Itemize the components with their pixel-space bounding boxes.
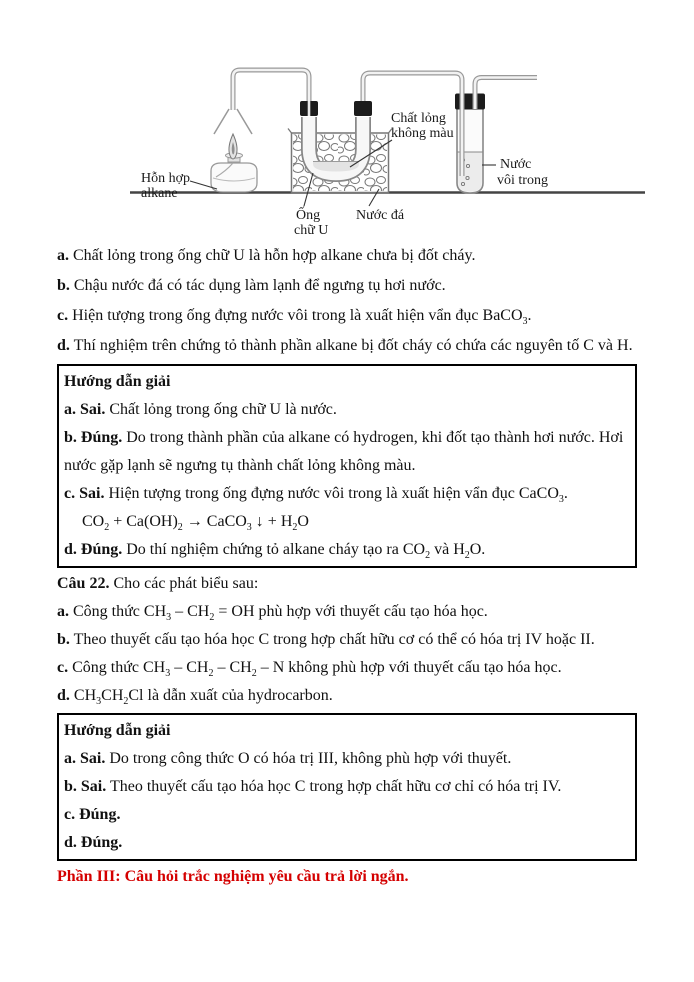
- solution2-c: c. Đúng.: [64, 806, 121, 823]
- statement-b: b. Chậu nước đá có tác dụng làm lạnh để ngưng tụ hơi nước.: [57, 277, 446, 294]
- solution-box-1: [57, 364, 637, 568]
- solution1-c: c. Sai. Hiện tượng trong ống đựng nước vôi trong là xuất hiện vẩn đục CaCO$_3$.: [64, 485, 568, 506]
- label-colorless-liquid-2: không màu: [391, 126, 454, 141]
- label-limewater: Nước: [500, 157, 532, 172]
- label-u-tube-2: chữ U: [294, 223, 329, 238]
- label-alkane-mixture: Hỗn hợp: [141, 171, 191, 186]
- solution1-a: a. Sai. Chất lỏng trong ống chữ U là nước.: [64, 401, 337, 418]
- solution2-b: b. Sai. Theo thuyết cấu tạo hóa học C trong hợp chất hữu cơ chỉ có hóa trị IV.: [64, 778, 562, 795]
- solution1-d: d. Đúng. Do thí nghiệm chứng tỏ alkane cháy tạo ra $CO_2$ và $H_2O$.: [64, 541, 486, 562]
- statement-a: a. Chất lỏng trong ống chữ U là hỗn hợp alkane chưa bị đốt cháy.: [57, 247, 476, 264]
- solution2-d: d. Đúng.: [64, 834, 123, 851]
- solution2-a: a. Sai. Do trong công thức O có hóa trị III, không phù hợp với thuyết.: [64, 750, 512, 767]
- collection-funnel: [214, 109, 252, 134]
- spirit-lamp: [211, 134, 257, 192]
- solution2-title: Hướng dẫn giải: [64, 722, 171, 739]
- statement-c: c. Hiện tượng trong ống đựng nước vôi trong là xuất hiện vẩn đục BaCO$_3$.: [57, 307, 532, 328]
- equation-co2-limewater: $CO_2 + Ca(OH)_2$ → CaCO$_3$ ↓ + $H_2O$: [82, 513, 309, 534]
- solution1-title: Hướng dẫn giải: [64, 373, 171, 390]
- cau22-c: c. Công thức $CH_3 - CH_2 - CH_2$ – N không phù hợp với thuyết cấu tạo hóa học.: [57, 659, 562, 680]
- label-colorless-liquid: Chất lỏng: [391, 111, 446, 126]
- content-column: [57, 241, 637, 889]
- label-alkane-mixture-2: alkane: [141, 186, 178, 201]
- cau22-a: a. Công thức $CH_3 - CH_2$ = OH phù hợp với thuyết cấu tạo hóa học.: [57, 603, 488, 624]
- statement-d: d. Thí nghiệm trên chứng tỏ thành phần alkane bị đốt cháy có chứa các nguyên tố C và H.: [57, 337, 633, 354]
- label-u-tube: Ống: [296, 208, 321, 223]
- cau22-d: d. $CH_3CH_2Cl$ là dẫn xuất của hydrocarbon.: [57, 687, 333, 708]
- connecting-tube-left: [233, 70, 309, 110]
- part3-heading: Phần III: Câu hỏi trắc nghiệm yêu cầu trả lời ngắn.: [57, 868, 409, 885]
- solution1-b: b. Đúng. Do trong thành phần của alkane có hydrogen, khi đốt tạo thành hơi nước. Hơi nước gặp lạnh sẽ ngưng tụ thành chất lỏng không màu.: [64, 429, 624, 474]
- experiment-diagram: [0, 0, 694, 250]
- label-ice: Nước đá: [356, 208, 405, 223]
- cau22-b: b. Theo thuyết cấu tạo hóa học C trong hợp chất hữu cơ có thể có hóa trị IV hoặc II.: [57, 631, 595, 648]
- solution-box-2: [57, 713, 637, 861]
- label-limewater-2: vôi trong: [497, 173, 548, 188]
- cau22-intro: Câu 22. Cho các phát biểu sau:: [57, 575, 259, 592]
- stopper-right: [354, 101, 372, 116]
